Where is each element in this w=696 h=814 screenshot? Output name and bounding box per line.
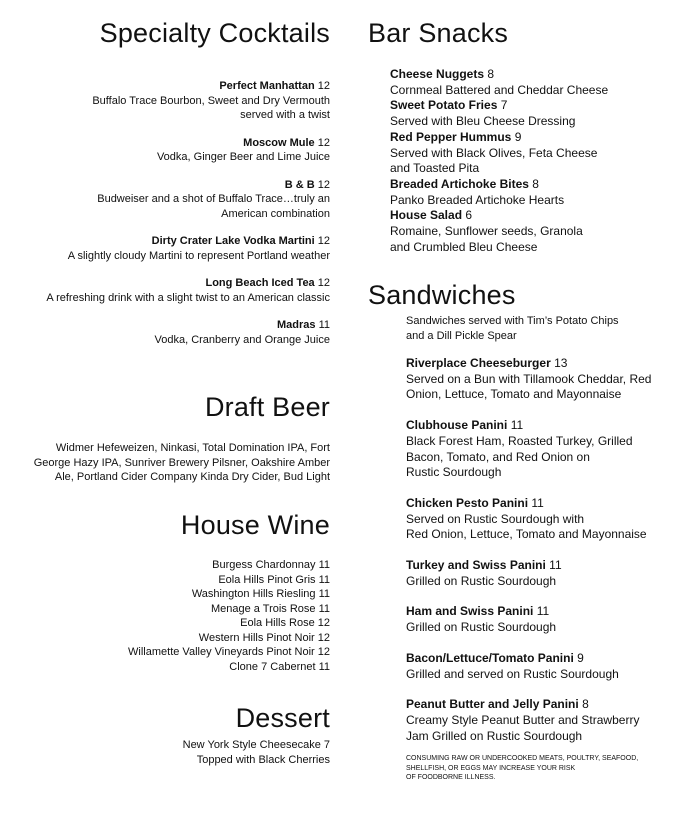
- warning-line: OF FOODBORNE ILLNESS.: [406, 774, 496, 782]
- cocktail-desc: A refreshing drink with a slight twist to an American classic: [46, 291, 330, 304]
- house-wine-list: [30, 558, 330, 674]
- cocktail-desc: American combination: [221, 207, 330, 220]
- sandwiches-list: [406, 356, 696, 783]
- cocktail-desc: A slightly cloudy Martini to represent Portland weather: [67, 249, 330, 262]
- sandwich-price: 9: [577, 650, 584, 665]
- draft-beer-line: Widmer Hefeweizen, Ninkasi, Total Domination IPA, Fort: [55, 442, 330, 454]
- warning-line: SHELLFISH, OR EGGS MAY INCREASE YOUR RISK: [406, 764, 576, 772]
- sandwiches-intro: [406, 314, 696, 343]
- sandwich-price: 8: [582, 697, 589, 712]
- cocktail-list: [30, 79, 330, 347]
- warning-line: CONSUMING RAW OR UNDERCOOKED MEATS, POULTRY, SEAFOOD,: [406, 755, 639, 763]
- draft-beer-line: George Hazy IPA, Sunriver Brewery Pilsner, Oakshire Amber: [33, 456, 330, 469]
- cocktail-item: [30, 318, 330, 347]
- snack-desc: and Toasted Pita: [390, 161, 480, 176]
- sandwich-desc: Onion, Lettuce, Tomato and Mayonnaise: [406, 387, 622, 402]
- snack-name: Red Pepper Hummus: [390, 129, 512, 144]
- cocktail-desc: served with a twist: [240, 109, 330, 121]
- sandwich-item: [406, 604, 696, 635]
- sandwich-price: 11: [510, 418, 524, 433]
- cocktail-price: 12: [317, 80, 330, 92]
- food-safety-warning: [406, 754, 696, 783]
- snack-desc: Served with Bleu Cheese Dressing: [390, 114, 576, 129]
- cocktail-name: Dirty Crater Lake Vodka Martini: [151, 235, 315, 247]
- snack-name: Sweet Potato Fries: [390, 98, 498, 113]
- draft-beer-list: [30, 441, 330, 485]
- sandwich-name: Peanut Butter and Jelly Panini: [406, 697, 579, 712]
- sandwich-desc: Creamy Style Peanut Butter and Strawberry: [406, 712, 640, 727]
- cocktail-name: Moscow Mule: [243, 136, 315, 149]
- sandwich-price: 11: [536, 604, 550, 619]
- cocktail-price: 12: [317, 235, 330, 247]
- snack-item: [390, 177, 680, 208]
- section-title-sandwiches: Sandwiches: [368, 280, 516, 310]
- snack-item: [390, 98, 680, 129]
- section-title-dessert: Dessert: [235, 703, 330, 733]
- snack-desc: and Crumbled Bleu Cheese: [390, 239, 538, 254]
- section-title-house-wine: House Wine: [180, 510, 330, 540]
- sandwich-name: Clubhouse Panini: [406, 418, 508, 433]
- sandwich-name: Chicken Pesto Panini: [406, 495, 529, 510]
- snack-price: 8: [487, 67, 495, 81]
- cocktail-name: Long Beach Iced Tea: [205, 277, 315, 289]
- sandwich-price: 11: [549, 558, 562, 573]
- sandwich-name: Ham and Swiss Panini: [406, 604, 534, 619]
- snack-price: 7: [500, 98, 508, 113]
- wine-line: Burgess Chardonnay 11: [212, 559, 330, 571]
- wine-line: Eola Hills Pinot Gris 11: [218, 573, 330, 586]
- cocktail-name: Perfect Manhattan: [219, 80, 315, 92]
- cocktail-price: 11: [318, 319, 330, 331]
- sandwich-name: Turkey and Swiss Panini: [406, 558, 546, 573]
- wine-line: Willamette Valley Vineyards Pinot Noir 12: [128, 646, 330, 658]
- draft-beer-line: Ale, Portland Cider Company Kinda Dry Cider, Bud Light: [54, 471, 330, 483]
- sandwich-item: [406, 496, 696, 543]
- wine-line: Eola Hills Rose 12: [240, 617, 330, 629]
- dessert-line: Topped with Black Cherries: [196, 753, 330, 766]
- wine-line: Clone 7 Cabernet 11: [229, 660, 330, 673]
- snack-price: 9: [514, 129, 522, 144]
- cocktail-item: [30, 136, 330, 165]
- cocktail-desc: Buffalo Trace Bourbon, Sweet and Dry Vermouth: [92, 94, 330, 107]
- snack-name: Breaded Artichoke Bites: [390, 176, 529, 191]
- dessert-line: New York Style Cheesecake 7: [182, 739, 330, 751]
- wine-line: Menage a Trois Rose 11: [210, 602, 330, 615]
- section-title-draft-beer: Draft Beer: [204, 392, 330, 422]
- sandwich-desc: Served on a Bun with Tillamook Cheddar, Red: [406, 371, 652, 386]
- snack-desc: Served with Black Olives, Feta Cheese: [390, 145, 598, 160]
- cocktail-name: Madras: [276, 319, 316, 331]
- sandwich-desc: Grilled on Rustic Sourdough: [406, 573, 557, 588]
- sandwich-item: [406, 697, 696, 744]
- snack-desc: Romaine, Sunflower seeds, Granola: [390, 224, 583, 239]
- cocktail-price: 12: [317, 178, 330, 191]
- sandwich-desc: Jam Grilled on Rustic Sourdough: [406, 728, 583, 743]
- sandwich-desc: Bacon, Tomato, and Red Onion on: [406, 449, 590, 464]
- cocktail-name: B & B: [284, 178, 315, 191]
- sandwich-desc: Red Onion, Lettuce, Tomato and Mayonnaise: [406, 527, 647, 542]
- sandwich-item: [406, 651, 696, 682]
- cocktail-price: 12: [317, 136, 330, 149]
- snack-name: House Salad: [390, 208, 463, 223]
- section-title-bar-snacks: Bar Snacks: [368, 18, 509, 48]
- sandwich-desc: Served on Rustic Sourdough with: [406, 511, 585, 526]
- sandwiches-intro-line: and a Dill Pickle Spear: [406, 329, 517, 342]
- snack-price: 8: [532, 176, 539, 191]
- cocktail-item: [30, 276, 330, 305]
- cocktail-desc: Budweiser and a shot of Buffalo Trace…truly an: [97, 193, 330, 205]
- snack-price: 6: [465, 208, 473, 223]
- cocktail-desc: Vodka, Ginger Beer and Lime Juice: [156, 151, 330, 163]
- sandwich-item: [406, 356, 696, 403]
- dessert-list: [30, 738, 330, 767]
- sandwich-price: 13: [554, 356, 568, 370]
- sandwich-name: Riverplace Cheeseburger: [406, 356, 551, 370]
- sandwiches-intro-line: Sandwiches served with Tim’s Potato Chips: [406, 315, 619, 327]
- sandwich-item: [406, 418, 696, 481]
- snack-name: Cheese Nuggets: [390, 67, 485, 81]
- sandwich-price: 11: [531, 495, 544, 510]
- snack-desc: Panko Breaded Artichoke Hearts: [390, 192, 565, 207]
- snack-item: [390, 208, 680, 255]
- cocktail-item: [30, 178, 330, 222]
- sandwich-desc: Black Forest Ham, Roasted Turkey, Grilled: [406, 433, 633, 448]
- cocktail-item: [30, 234, 330, 263]
- sandwich-item: [406, 558, 696, 589]
- sandwich-desc: Grilled on Rustic Sourdough: [406, 620, 557, 635]
- snack-item: [390, 130, 680, 177]
- cocktail-desc: Vodka, Cranberry and Orange Juice: [154, 333, 330, 346]
- snack-item: [390, 67, 680, 98]
- snack-desc: Cornmeal Battered and Cheddar Cheese: [390, 82, 609, 97]
- cocktail-price: 12: [317, 277, 330, 289]
- sandwich-name: Bacon/Lettuce/Tomato Panini: [406, 650, 574, 665]
- cocktail-item: [30, 79, 330, 123]
- wine-line: Washington Hills Riesling 11: [191, 588, 330, 600]
- bar-snacks-list: [390, 67, 680, 255]
- sandwich-desc: Grilled and served on Rustic Sourdough: [406, 666, 619, 681]
- sandwich-desc: Rustic Sourdough: [406, 465, 502, 480]
- section-title-specialty-cocktails: Specialty Cocktails: [99, 18, 330, 48]
- wine-line: Western Hills Pinot Noir 12: [198, 631, 330, 644]
